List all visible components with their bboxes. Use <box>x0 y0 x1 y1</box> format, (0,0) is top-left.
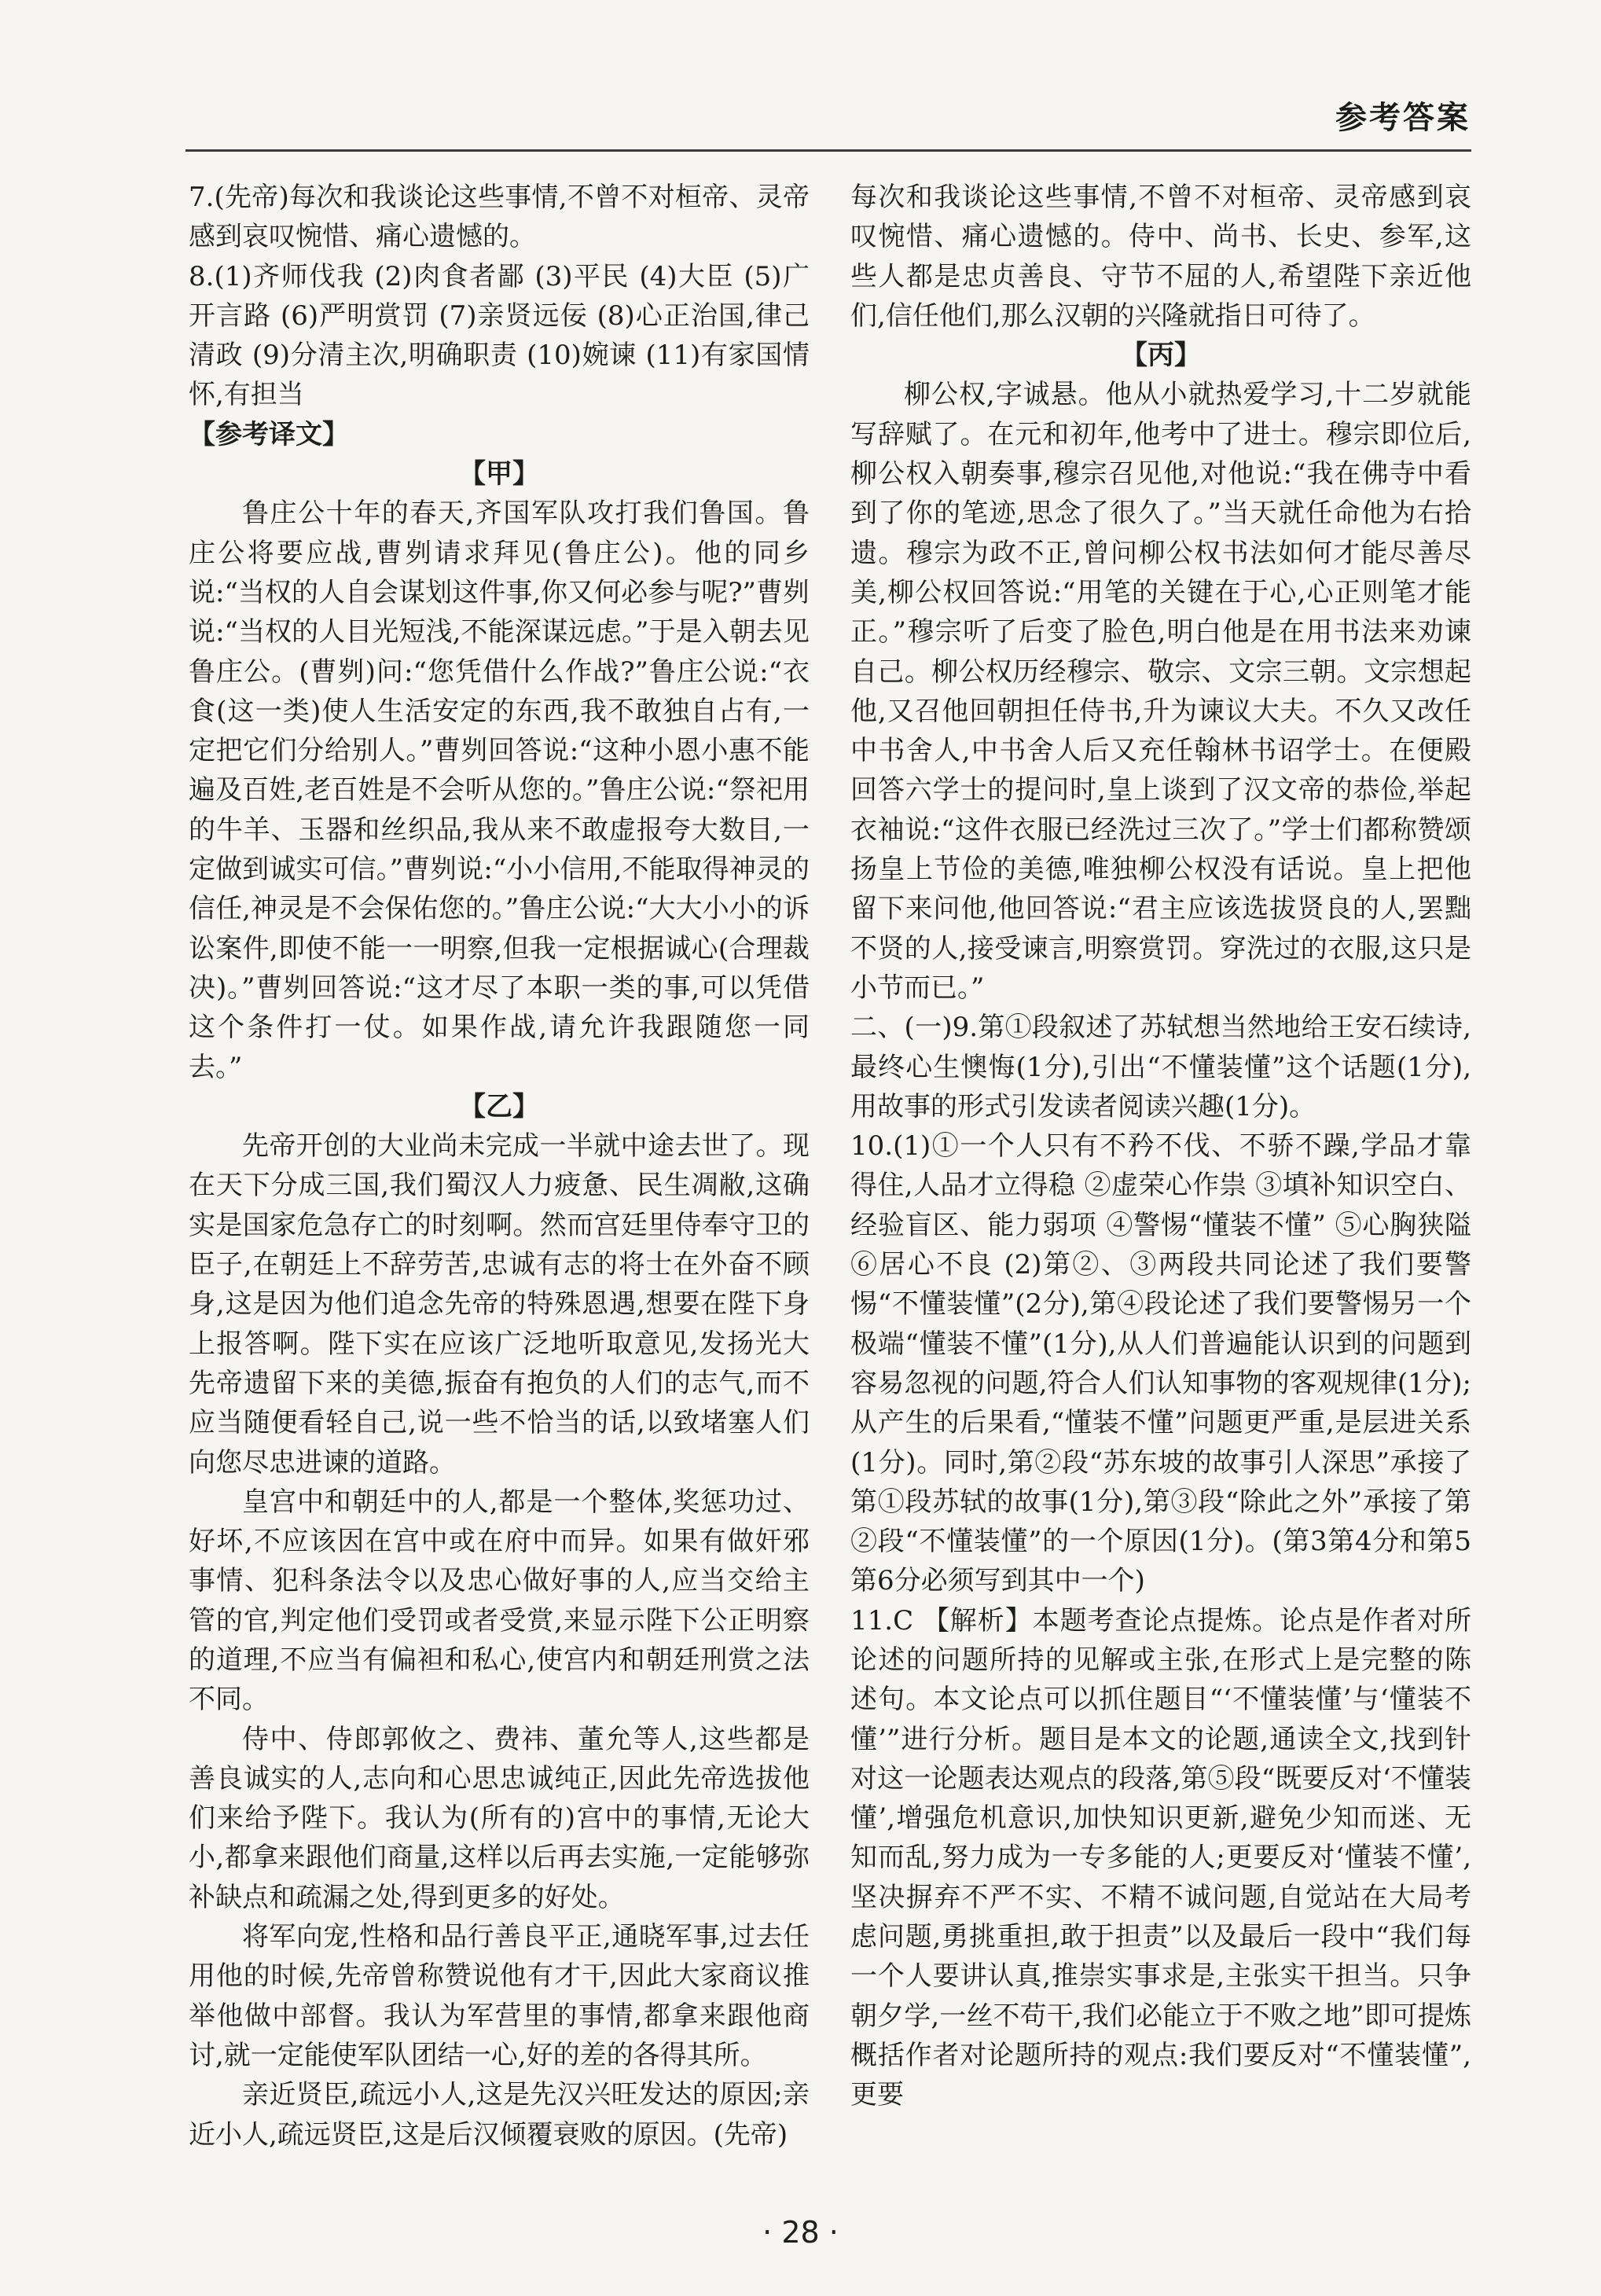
right-column-paragraph: 每次和我谈论这些事情,不曾不对桓帝、灵帝感到哀叹惋惜、痛心遗憾的。侍中、尚书、长史、参军,这些人都是忠贞善良、守节不屈的人,希望陛下亲近他们,信任他们,那么汉朝的兴隆就指日可待了。 <box>850 182 1471 332</box>
left-column-paragraph: 亲近贤臣,疏远小人,这是先汉兴旺发达的原因;亲近小人,疏远贤臣,这是后汉倾覆衰败的原因。(先帝) <box>189 2079 810 2151</box>
left-column-paragraph: 【参考译文】 <box>189 418 349 450</box>
left-column-paragraph: 先帝开创的大业尚未完成一半就中途去世了。现在天下分成三国,我们蜀汉人力疲惫、民生凋敝,这确实是国家危急存亡的时刻啊。然而宫廷里侍奉守卫的臣子,在朝廷上不辞劳苦,忠诚有志的将士在外奋不顾身,这是因为他们追念先帝的特殊恩遇,想要在陛下身上报答啊。陛下实在应该广泛地听取意见,发扬光大先帝遗留下来的美德,振奋有抱负的人们的志气,而不应当随便看轻自己,说一些不恰当的话,以致堵塞人们向您尽忠进谏的道路。 <box>189 1130 810 1479</box>
left-column-paragraph: 7.(先帝)每次和我谈论这些事情,不曾不对桓帝、灵帝感到哀叹惋惜、痛心遗憾的。 <box>189 182 810 253</box>
left-column-paragraph: 鲁庄公十年的春天,齐国军队攻打我们鲁国。鲁庄公将要应战,曹刿请求拜见(鲁庄公)。他的同乡说:“当权的人自会谋划这件事,你又何必参与呢?”曹刿说:“当权的人目光短浅,不能深谋远虑。”于是入朝去见鲁庄公。(曹刿)问:“您凭借什么作战?”鲁庄公说:“衣食(这一类)使人生活安定的东西,我不敢独自占有,一定把它们分给别人。”曹刿回答说:“这种小恩小惠不能遍及百姓,老百姓是不会听从您的。”鲁庄公说:“祭祀用的牛羊、玉器和丝织品,我从来不敢虚报夸大数目,一定做到诚实可信。”曹刿说:“小小信用,不能取得神灵的信任,神灵是不会保佑您的。”鲁庄公说:“大大小小的诉讼案件,即使不能一一明察,但我一定根据诚心(合理裁决)。”曹刿回答说:“这才尽了本职一类的事,可以凭借这个条件打一仗。如果作战,请允许我跟随您一同去。” <box>189 498 810 1083</box>
left-column <box>189 178 810 2155</box>
right-column-paragraph: 10.(1)①一个人只有不矜不伐、不骄不躁,学品才靠得住,人品才立得稳 ②虚荣心作祟 ③填补知识空白、经验盲区、能力弱项 ④警惕“懂装不懂” ⑤心胸狭隘 ⑥居心不良 (2)第②、③两段共同论述了我们要警惕“不懂装懂”(2分),第④段论述了我们要警惕另一个极端“懂装不懂”(1分),从人们普遍能认识到的问题到容易忽视的问题,符合人们认知事物的客观规律(1分);从产生的后果看,“懂装不懂”问题更严重,是层进关系(1分)。同时,第②段“苏东坡的故事引人深思”承接了第①段苏轼的故事(1分),第③段“除此之外”承接了第②段“不懂装懂”的一个原因(1分)。(第3第4分和第5第6分必须写到其中一个) <box>850 1130 1471 1597</box>
right-column-paragraph: 二、(一)9.第①段叙述了苏轼想当然地给王安石续诗,最终心生懊悔(1分),引出“不懂装懂”这个话题(1分),用故事的形式引发读者阅读兴趣(1分)。 <box>850 1012 1471 1122</box>
header-rule <box>185 149 1471 152</box>
left-column-paragraph: 将军向宠,性格和品行善良平正,通晓军事,过去任用他的时候,先帝曾称赞说他有才干,因此大家商议推举他做中部督。我认为军营里的事情,都拿来跟他商讨,就一定能使军队团结一心,好的差的各得其所。 <box>189 1921 810 2071</box>
left-column-paragraph: 8.(1)齐师伐我 (2)肉食者鄙 (3)平民 (4)大臣 (5)广开言路 (6)严明赏罚 (7)亲贤远佞 (8)心正治国,律己清政 (9)分清主次,明确职责 (10)婉谏 (11)有家国情怀,有担当 <box>189 260 810 411</box>
left-column-paragraph: 【甲】 <box>459 458 539 490</box>
left-column-paragraph: 【乙】 <box>459 1090 539 1122</box>
left-column-paragraph: 侍中、侍郎郭攸之、费祎、董允等人,这些都是善良诚实的人,志向和心思忠诚纯正,因此先帝选拔他们来给予陛下。我认为(所有的)宫中的事情,无论大小,都拿来跟他们商量,这样以后再去实施,一定能够弥补缺点和疏漏之处,得到更多的好处。 <box>189 1723 810 1913</box>
page-number: · 28 · <box>762 2215 839 2250</box>
left-column-paragraph: 皇宫中和朝廷中的人,都是一个整体,奖惩功过、好坏,不应该因在宫中或在府中而异。如果有做奸邪事情、犯科条法令以及忠心做好事的人,应当交给主管的官,判定他们受罚或者受赏,来显示陛下公正明察的道理,不应当有偏袒和私心,使宫内和朝廷刑赏之法不同。 <box>189 1486 810 1716</box>
right-column-paragraph: 11.C 【解析】本题考查论点提炼。论点是作者对所论述的问题所持的见解或主张,在形式上是完整的陈述句。本文论点可以抓住题目“‘不懂装懂’与‘懂装不懂’”进行分析。题目是本文的论题,通读全文,找到针对这一论题表达观点的段落,第⑤段“既要反对‘不懂装懂’,增强危机意识,加快知识更新,避免少知而迷、无知而乱,努力成为一专多能的人;更要反对‘懂装不懂’,坚决摒弃不严不实、不精不诚问题,自觉站在大局考虑问题,勇挑重担,敢于担责”以及最后一段中“我们每一个人要讲认真,推崇实事求是,主张实干担当。只争朝夕学,一丝不苟干,我们必能立于不败之地”即可提炼概括作者对论题所持的观点:我们要反对“不懂装懂”,更要 <box>850 1604 1471 2111</box>
page-header-title: 参考答案 <box>1335 100 1471 136</box>
right-column-paragraph: 柳公权,字诚悬。他从小就热爱学习,十二岁就能写辞赋了。在元和初年,他考中了进士。穆宗即位后,柳公权入朝奏事,穆宗召见他,对他说:“我在佛寺中看到了你的笔迹,思念了很久了。”当天就任命他为右拾遗。穆宗为政不正,曾问柳公权书法如何才能尽善尽美,柳公权回答说:“用笔的关键在于心,心正则笔才能正。”穆宗听了后变了脸色,明白他是在用书法来劝谏自己。柳公权历经穆宗、敬宗、文宗三朝。文宗想起他,又召他回朝担任侍书,升为谏议大夫。不久又改任中书舍人,中书舍人后又充任翰林书诏学士。在便殿回答六学士的提问时,皇上谈到了汉文帝的恭俭,举起衣袖说:“这件衣服已经洗过三次了。”学士们都称赞颂扬皇上节俭的美德,唯独柳公权没有话说。皇上把他留下来问他,他回答说:“君主应该选拔贤良的人,罢黜不贤的人,接受谏言,明察赏罚。穿洗过的衣服,这只是小节而已。” <box>850 379 1471 1004</box>
right-column <box>850 178 1471 2115</box>
right-column-paragraph: 【丙】 <box>1121 340 1201 372</box>
